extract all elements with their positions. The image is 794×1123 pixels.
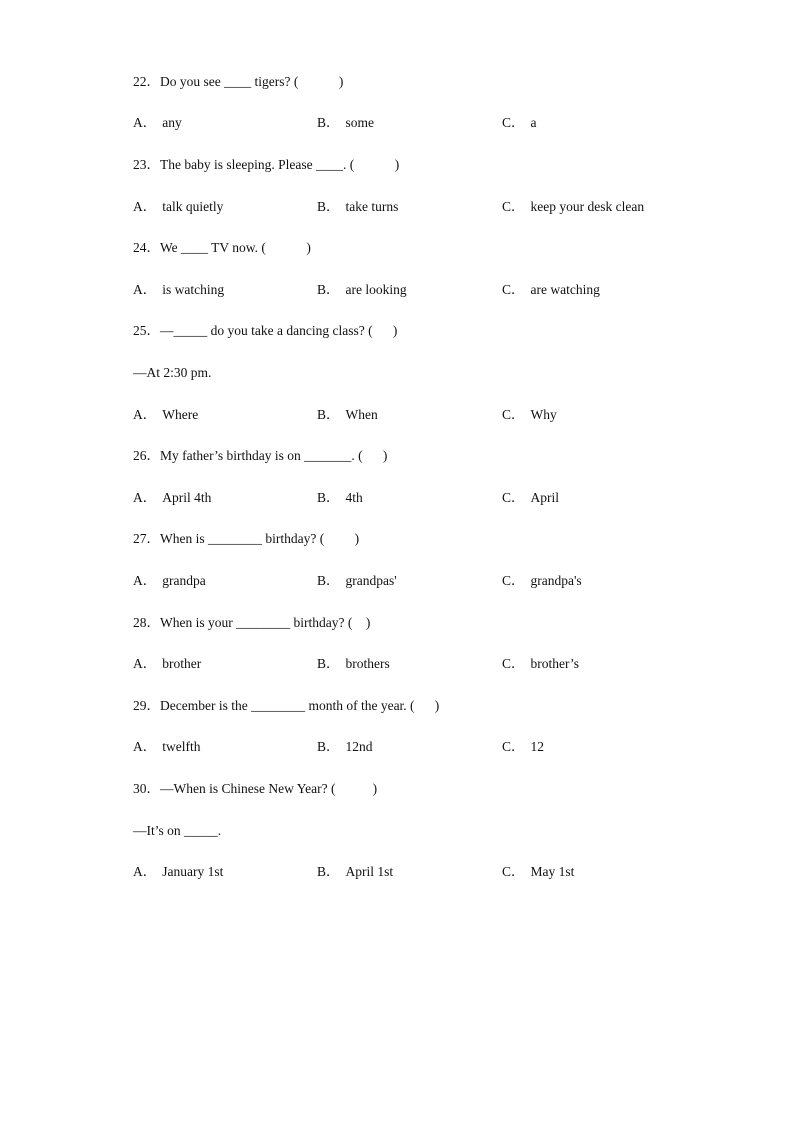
option-letter: C． <box>502 864 525 879</box>
question-26-stem: 26．My father’s birthday is on _______. ( ) <box>133 448 388 463</box>
question-30-response: —It’s on _____. <box>133 823 222 838</box>
option-letter: C． <box>502 490 525 505</box>
option-text: April 1st <box>345 864 394 879</box>
option-a <box>133 197 223 217</box>
question-30-options <box>133 862 733 882</box>
option-text: is watching <box>162 282 225 297</box>
option-letter: A． <box>133 199 157 214</box>
option-letter: C． <box>502 656 525 671</box>
option-b <box>317 197 398 217</box>
option-letter: C． <box>502 199 525 214</box>
option-letter: A． <box>133 282 157 297</box>
option-letter: B． <box>317 407 340 422</box>
option-letter: A． <box>133 864 157 879</box>
option-c <box>502 405 557 425</box>
option-text: brother <box>162 656 202 671</box>
option-text: brother’s <box>530 656 580 671</box>
option-text: 12nd <box>345 739 373 754</box>
option-c <box>502 862 574 882</box>
option-b <box>317 862 393 882</box>
option-a <box>133 488 211 508</box>
option-letter: B． <box>317 282 340 297</box>
question-22-stem: 22．Do you see ____ tigers? ( ) <box>133 74 344 89</box>
option-text: 12 <box>530 739 545 754</box>
question-28-options <box>133 654 733 674</box>
option-letter: C． <box>502 573 525 588</box>
option-text: When <box>345 407 378 422</box>
question-25-options <box>133 405 733 425</box>
option-letter: B． <box>317 490 340 505</box>
option-b <box>317 280 407 300</box>
option-c <box>502 197 644 217</box>
option-letter: B． <box>317 864 340 879</box>
option-text: a <box>530 115 537 130</box>
option-b <box>317 571 397 591</box>
option-text: are looking <box>345 282 407 297</box>
option-b <box>317 654 390 674</box>
option-text: grandpas' <box>345 573 397 588</box>
option-c <box>502 571 582 591</box>
option-c <box>502 113 537 133</box>
option-text: 4th <box>345 490 363 505</box>
question-24-options <box>133 280 733 300</box>
option-b <box>317 488 363 508</box>
option-text: take turns <box>345 199 399 214</box>
option-c <box>502 737 544 757</box>
option-b <box>317 405 378 425</box>
option-c <box>502 488 559 508</box>
option-c <box>502 654 579 674</box>
option-letter: C． <box>502 115 525 130</box>
option-a <box>133 280 224 300</box>
option-letter: A． <box>133 573 157 588</box>
question-29-stem: 29．December is the ________ month of the year. ( ) <box>133 698 440 713</box>
option-text: talk quietly <box>162 199 224 214</box>
option-letter: A． <box>133 656 157 671</box>
option-text: January 1st <box>162 864 224 879</box>
option-text: April 4th <box>162 490 212 505</box>
option-text: grandpa <box>162 573 206 588</box>
question-25-response: —At 2:30 pm. <box>133 365 212 380</box>
option-text: May 1st <box>530 864 575 879</box>
option-text: Where <box>162 407 199 422</box>
option-letter: A． <box>133 407 157 422</box>
option-a <box>133 571 206 591</box>
question-22-options <box>133 113 733 133</box>
option-text: grandpa's <box>530 573 582 588</box>
option-text: twelfth <box>162 739 201 754</box>
option-letter: B． <box>317 739 340 754</box>
option-c <box>502 280 600 300</box>
option-letter: A． <box>133 115 157 130</box>
option-b <box>317 113 374 133</box>
option-letter: B． <box>317 656 340 671</box>
option-a <box>133 113 182 133</box>
option-letter: A． <box>133 490 157 505</box>
question-26-options <box>133 488 733 508</box>
question-30-stem: 30．—When is Chinese New Year? ( ) <box>133 781 378 796</box>
option-letter: B． <box>317 115 340 130</box>
option-text: any <box>162 115 182 130</box>
option-a <box>133 862 223 882</box>
option-a <box>133 737 201 757</box>
question-28-stem: 28．When is your ________ birthday? ( ) <box>133 615 371 630</box>
option-letter: C． <box>502 282 525 297</box>
question-23-stem: 23．The baby is sleeping. Please ____. ( ) <box>133 157 400 172</box>
option-letter: C． <box>502 407 525 422</box>
question-25-stem: 25．—_____ do you take a dancing class? ( ) <box>133 323 398 338</box>
question-23-options <box>133 197 733 217</box>
option-letter: B． <box>317 573 340 588</box>
option-text: some <box>345 115 375 130</box>
option-letter: B． <box>317 199 340 214</box>
question-27-options <box>133 571 733 591</box>
option-b <box>317 737 373 757</box>
option-letter: C． <box>502 739 525 754</box>
option-text: brothers <box>345 656 390 671</box>
option-a <box>133 405 198 425</box>
option-a <box>133 654 201 674</box>
option-text: April <box>530 490 560 505</box>
option-text: are watching <box>530 282 600 297</box>
option-text: Why <box>530 407 557 422</box>
option-text: keep your desk clean <box>530 199 645 214</box>
question-29-options <box>133 737 733 757</box>
option-letter: A． <box>133 739 157 754</box>
question-24-stem: 24．We ____ TV now. ( ) <box>133 240 311 255</box>
question-27-stem: 27．When is ________ birthday? ( ) <box>133 531 360 546</box>
